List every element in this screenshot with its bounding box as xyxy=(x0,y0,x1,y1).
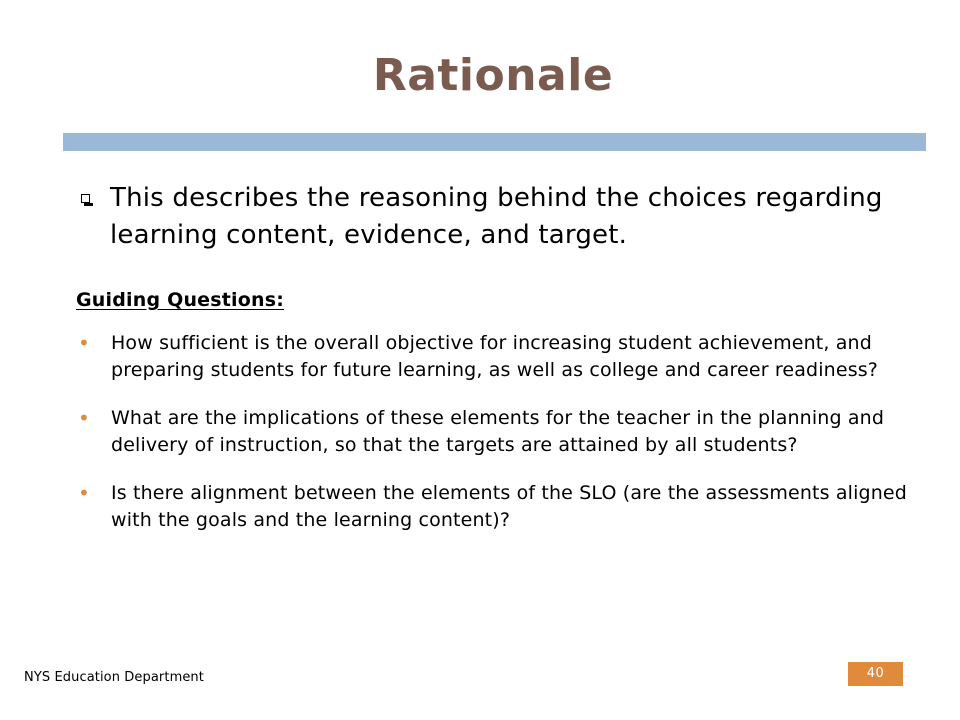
slide-title: Rationale xyxy=(372,50,614,101)
guiding-questions-list xyxy=(76,330,916,534)
question-item xyxy=(76,330,916,384)
footer-organization: NYS Education Department xyxy=(24,670,204,685)
question-text: How sufficient is the overall objective for increasing student achievement, and preparing students for future learning, as well as college and career readiness? xyxy=(111,332,879,381)
main-bullet-text: This describes the reasoning behind the choices regarding learning content, evidence, and target. xyxy=(110,183,883,250)
square-bullet-icon xyxy=(81,194,90,203)
question-text: Is there alignment between the elements of the SLO (are the assessments aligned with the goals and the learning content)? xyxy=(111,482,907,531)
question-item xyxy=(76,480,916,534)
question-item xyxy=(76,405,916,459)
dot-bullet-icon: • xyxy=(78,481,90,505)
main-bullet xyxy=(81,180,901,254)
question-text: What are the implications of these elements for the teacher in the planning and delivery of instruction, so that the targets are attained by all students? xyxy=(111,407,885,456)
guiding-questions-heading: Guiding Questions: xyxy=(76,289,285,311)
title-underline-bar xyxy=(63,133,926,151)
dot-bullet-icon: • xyxy=(78,406,90,430)
page-number: 40 xyxy=(866,666,885,681)
page-number-badge xyxy=(848,662,903,686)
dot-bullet-icon: • xyxy=(78,331,90,355)
